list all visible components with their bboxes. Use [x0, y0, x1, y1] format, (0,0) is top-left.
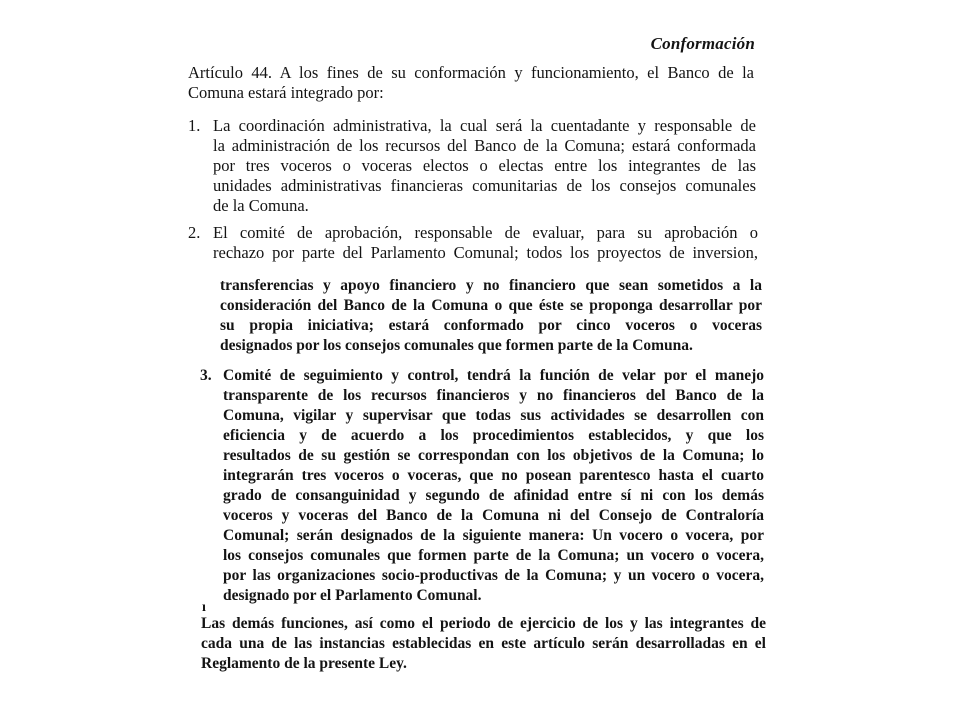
- item-line: por tres voceros o voceras electos o electas entre los integrantes de las: [213, 156, 756, 175]
- item-number: 1.: [188, 116, 201, 135]
- item-line: resultados de su gestión se correspondan con los objetivos de la Comuna; lo: [223, 447, 764, 464]
- closing-line: Reglamento de la presente Ley.: [201, 655, 407, 672]
- item-line: El comité de aprobación, responsable de evaluar, para su aprobación o: [213, 223, 758, 242]
- closing-line: cada una de las instancias establecidas en este artículo serán desarrolladas en el: [201, 635, 766, 652]
- item-line: su propia iniciativa; estará conformado por cinco voceros o voceras: [220, 317, 762, 334]
- item-line: por las organizaciones socio-productivas de la Comuna; y un vocero o vocera,: [223, 567, 764, 584]
- item-line: transparente de los recursos financieros y no financieros del Banco de la: [223, 387, 764, 404]
- item-line: transferencias y apoyo financiero y no financiero que sean sometidos a la: [220, 277, 762, 294]
- item-line: Comuna, vigilar y supervisar que todas sus actividades se desarrollen con: [223, 407, 764, 424]
- item-line: integrarán tres voceros o voceras, que no posean parentesco hasta el cuarto: [223, 467, 764, 484]
- intro-line: Comuna estará integrado por:: [188, 83, 384, 102]
- item-number: 3.: [200, 367, 212, 384]
- scan-mark: ı: [202, 600, 206, 615]
- item-number: 2.: [188, 223, 201, 242]
- item-line: Comunal; serán designados de la siguiente manera: Un vocero o vocera, por: [223, 527, 764, 544]
- item-line: los consejos comunales que formen parte de la Comuna; un vocero o vocera,: [223, 547, 764, 564]
- section-heading: Conformación: [650, 34, 755, 53]
- item-line: consideración del Banco de la Comuna o que éste se proponga desarrollar por: [220, 297, 762, 314]
- item-line: la administración de los recursos del Banco de la Comuna; estará conformada: [213, 136, 756, 155]
- closing-line: Las demás funciones, así como el periodo de ejercicio de los y las integrantes de: [201, 615, 766, 632]
- item-line: grado de consanguinidad y segundo de afinidad entre sí ni con los demás: [223, 487, 764, 504]
- item-line: Comité de seguimiento y control, tendrá la función de velar por el manejo: [223, 367, 764, 384]
- item-line: designado por el Parlamento Comunal.: [223, 587, 482, 604]
- intro-line: Artículo 44. A los fines de su conformación y funcionamiento, el Banco de la: [188, 63, 754, 82]
- item-line: voceros y voceras del Banco de la Comuna ni del Consejo de Contraloría: [223, 507, 764, 524]
- item-line: designados por los consejos comunales que formen parte de la Comuna.: [220, 337, 693, 354]
- item-line: La coordinación administrativa, la cual será la cuentadante y responsable de: [213, 116, 756, 135]
- item-line: eficiencia y de acuerdo a los procedimientos establecidos, y que los: [223, 427, 764, 444]
- item-line: unidades administrativas financieras comunitarias de los consejos comunales: [213, 176, 756, 195]
- item-line: rechazo por parte del Parlamento Comunal; todos los proyectos de inversion,: [213, 243, 758, 262]
- item-line: de la Comuna.: [213, 196, 309, 215]
